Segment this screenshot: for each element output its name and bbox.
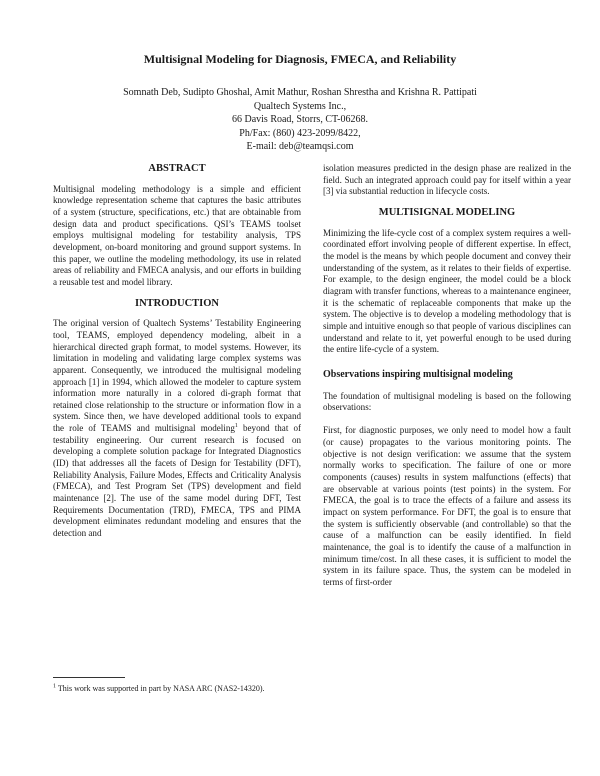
observations-heading: Observations inspiring multisignal modeling [323, 368, 513, 380]
footnote-divider [53, 677, 125, 678]
address: 66 Davis Road, Storrs, CT-06268. [231, 114, 369, 126]
phone-fax: Ph/Fax: (860) 423-2099/8422, [239, 127, 361, 139]
introduction-heading: INTRODUCTION [134, 297, 219, 309]
right-column [323, 163, 571, 589]
observations-intro: The foundation of multisignal modeling is based on the following observations: [323, 390, 571, 413]
affiliation: Qualtech Systems Inc., [253, 100, 347, 112]
footnote [53, 684, 308, 695]
footnote-reference: 1 [234, 423, 238, 430]
introduction-body [53, 318, 301, 539]
footnote-text: This work was supported in part by NASA ARC (NAS2-14320). [56, 684, 265, 693]
abstract-body: Multisignal modeling methodology is a simple and efficient knowledge representation scheme that captures the basic attributes of a system (structure, specifications, etc.) that are obtainable from design data and product specifications. QSI’s TEAMS toolset employs multisignal modeling for testability analysis, TPS development, on-board monitoring and ground support systems. In this paper, we outline the modeling methodology, its use in related areas of reliability and FMECA analysis, and our efforts in building a reusable test and model library. [53, 183, 301, 287]
email: E-mail: deb@teamqsi.com [246, 141, 354, 153]
multisignal-heading: MULTISIGNAL MODELING [378, 206, 516, 218]
author-block [0, 86, 600, 154]
footnote-mark: 1 [53, 683, 56, 690]
left-column [53, 163, 301, 540]
observations-body: First, for diagnostic purposes, we only need to model how a fault (or cause) propagates to the various monitoring points. The objective is not design verification: we assume that the system normally works to specification. The failure of one or more components (causes) results in system malfunctions (effects) that are observable at various points (test points) in the system. For FMECA, the goal is to trace the effects of a failure and assess its impact on system performance. For DFT, the goal is to ensure that the system is sufficiently observable (and controllable) so that the cause of a malfunction can be easily identified. In field maintenance, the goal is to identify the cause of a malfunction in minimum time/cost. In all these cases, it is sufficient to model the system in its failure space. Thus, the system can be modeled in terms of first-order [323, 425, 571, 587]
paper-title: Multisignal Modeling for Diagnosis, FMECA, and Reliability [143, 52, 457, 66]
introduction-body-part1: The original version of Qualtech Systems’ Testability Engineering tool, TEAMS, employed dependency modeling, albeit in a hierarchical directed graph format, to model systems. However, its limitation in modeling and validating large complex systems was apparent. Consequently, we introduced the multisignal modeling approach [1] in 1994, which allowed the modeler to capture system information more naturally in a colored di-graph format that retained close relationship to the structure or information flow in a system. Since then, we have developed additional tools to expand the role of TEAMS and multisignal modeling [53, 318, 301, 434]
author-names: Somnath Deb, Sudipto Ghoshal, Amit Mathur, Roshan Shrestha and Krishna R. Pattipati [123, 87, 477, 98]
introduction-body-part2: beyond that of testability engineering. Our current research is focused on developing a complete solution package for Integrated Diagnostics (ID) that addresses all the facets of Design for Testability (DFT), Reliability Analysis, Failure Modes, Effects and Criticality Analysis (FMECA), and Test Program Set (TPS) development and field maintenance [2]. The use of the same model during DFT, Test Requirements Documentation (TRD), FMECA, TPS and PIMA development eliminates redundant modeling and ensures that the detection and [53, 423, 301, 539]
abstract-heading: ABSTRACT [148, 163, 206, 174]
multisignal-body: Minimizing the life-cycle cost of a complex system requires a well-coordinated effort involving people of different expertise. In effect, the model is the means by which people document and convey their understanding of the system, as it relates to their fields of expertise. For example, to the design engineer, the model could be a block diagram with transfer functions, whereas to a maintenance engineer, it is the schematic of replaceable components that make up the system. The objective is to develop a modeling methodology that is simple and intuitive enough so that people of various disciplines can understand and relate to it, yet powerful enough to be used during the entire life-cycle of a system. [323, 227, 571, 355]
introduction-continued: isolation measures predicted in the design phase are realized in the field. Such an integrated approach could pay for itself within a year [3] via substantial reduction in lifecycle costs. [323, 163, 571, 197]
